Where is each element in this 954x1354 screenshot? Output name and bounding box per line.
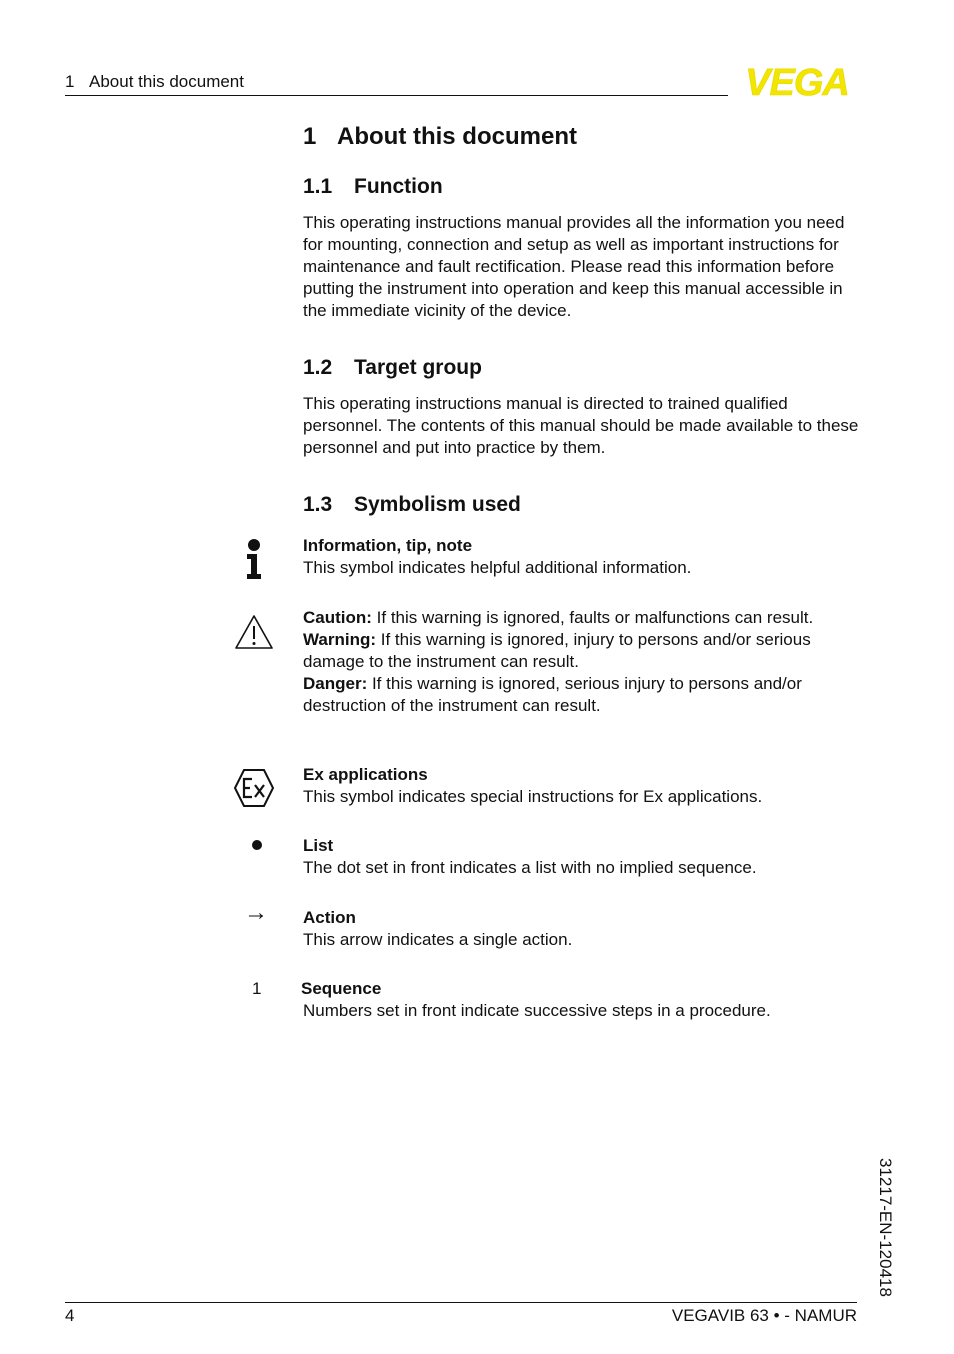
info-icon	[232, 538, 276, 582]
chapter-heading	[303, 122, 577, 152]
ex-symbol-text: This symbol indicates special instructions for Ex applications.	[303, 787, 763, 806]
list-symbol-description	[303, 835, 863, 879]
danger-text: If this warning is ignored, serious injury to persons and/or destruction of the instrument can result.	[303, 674, 802, 715]
section-heading-target-group	[303, 355, 482, 381]
running-header	[65, 71, 244, 93]
target-group-paragraph: This operating instructions manual is directed to trained qualified personnel. The contents of this manual should be made available to these personnel and put into practice by them.	[303, 394, 859, 457]
danger-label: Danger:	[303, 674, 368, 693]
list-symbol-text: The dot set in front indicates a list with no implied sequence.	[303, 858, 757, 877]
chapter-title: About this document	[337, 123, 577, 150]
page-number: 4	[65, 1306, 75, 1325]
caution-label: Caution:	[303, 608, 372, 627]
bullet-dot-icon	[252, 840, 262, 850]
arrow-right-icon: →	[244, 899, 268, 926]
section-title: Function	[354, 175, 443, 198]
caution-text: If this warning is ignored, faults or malfunctions can result.	[371, 608, 814, 627]
sequence-symbol-text: Numbers set in front indicate successive steps in a procedure.	[303, 1001, 771, 1020]
sequence-number-marker: 1	[252, 979, 262, 998]
vega-logo	[735, 64, 859, 100]
info-symbol-text: This symbol indicates helpful additional information.	[303, 558, 692, 577]
document-code-vertical	[874, 1158, 896, 1308]
action-symbol-title: Action	[303, 908, 356, 927]
section-number: 1.1	[303, 175, 333, 198]
section-title: Symbolism used	[354, 493, 521, 516]
sequence-symbol-title: Sequence	[301, 979, 382, 998]
section-number: 1.2	[303, 356, 333, 379]
sequence-symbol-description	[303, 978, 863, 1022]
chapter-number: 1	[303, 123, 317, 150]
logo-text: VEGA	[745, 64, 849, 100]
section-heading-symbolism	[303, 492, 521, 518]
info-symbol-description	[303, 535, 863, 579]
list-symbol-title: List	[303, 836, 334, 855]
section-heading-function	[303, 174, 443, 200]
warning-text: If this warning is ignored, injury to persons and/or serious damage to the instrument can result.	[303, 630, 811, 671]
header-rule	[65, 95, 728, 96]
ex-symbol-title: Ex applications	[303, 765, 428, 784]
section-number: 1.3	[303, 493, 333, 516]
running-header-title: About this document	[89, 72, 244, 91]
function-paragraph: This operating instructions manual provides all the information you need for mounting, connection and setup as well as important instructions for maintenance and fault rectification. Please read this information before putting the instrument into operation and keep this manual accessible in the immediate vicinity of the device.	[303, 213, 845, 320]
danger-line	[303, 673, 863, 717]
section-title: Target group	[354, 356, 482, 379]
warning-triangle-icon	[232, 610, 276, 654]
running-header-number: 1	[65, 72, 75, 91]
caution-line	[303, 607, 863, 629]
ex-symbol-description	[303, 764, 863, 808]
ex-protection-icon	[232, 766, 276, 810]
warning-symbol-description	[303, 607, 863, 717]
action-symbol-description	[303, 907, 863, 951]
document-code: 31217-EN-120418	[876, 1158, 895, 1297]
footer-document-title: VEGAVIB 63 • - NAMUR	[671, 1306, 857, 1325]
info-symbol-title: Information, tip, note	[303, 536, 473, 555]
action-symbol-text: This arrow indicates a single action.	[303, 930, 573, 949]
warning-line	[303, 629, 863, 673]
footer-rule	[65, 1302, 857, 1303]
warning-label: Warning:	[303, 630, 377, 649]
